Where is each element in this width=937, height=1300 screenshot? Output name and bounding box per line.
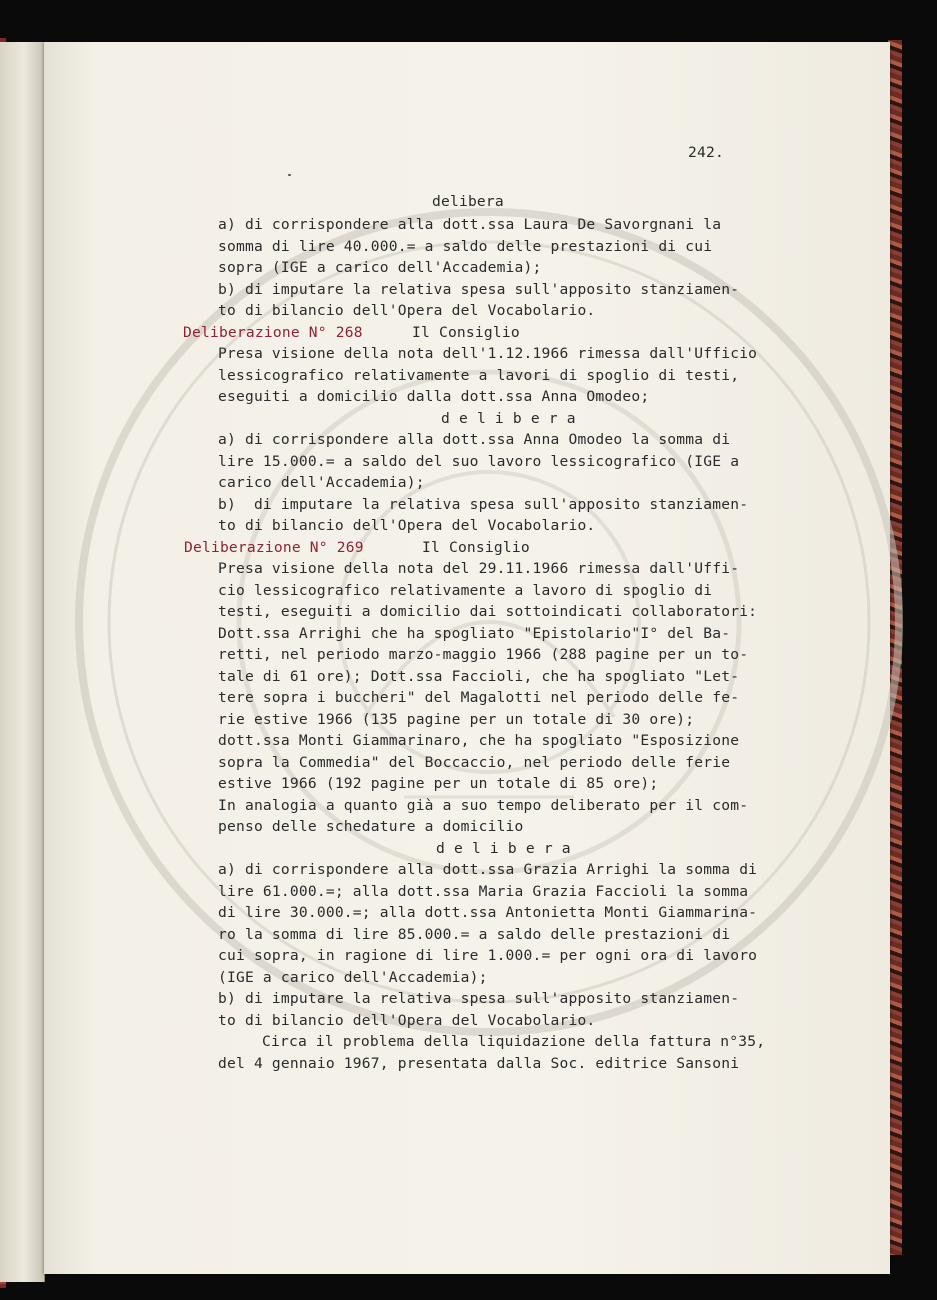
text-line: a) di corrispondere alla dott.ssa Anna Omodeo la somma di [218,431,731,448]
text-line: cui sopra, in ragione di lire 1.000.= per ogni ora di lavoro [218,947,758,964]
page-number: 242. [688,144,724,161]
heading-delibera-spaced: d e l i b e r a [441,410,576,427]
text-line: testi, eseguiti a domicilio dai sottoindicati collaboratori: [218,603,758,620]
text-line: b) di imputare la relativa spesa sull'apposito stanziamen- [218,496,749,513]
text-line: to di bilancio dell'Opera del Vocabolario. [218,302,596,319]
deliberation-268-label: Deliberazione N° 268 [183,324,363,341]
text-line: sopra (IGE a carico dell'Accademia); [218,259,542,276]
text-line: b) di imputare la relativa spesa sull'apposito stanziamen- [218,990,740,1007]
text-line: tere sopra i buccheri" del Magalotti nel periodo delle fe- [218,689,740,706]
text-line: Circa il problema della liquidazione della fattura n°35, [262,1033,766,1050]
text-line: somma di lire 40.000.= a saldo delle prestazioni di cui [218,238,713,255]
book-right-edge [888,40,902,1255]
text-line: a) di corrispondere alla dott.ssa Grazia Arrighi la somma di [218,861,758,878]
text-line: a) di corrispondere alla dott.ssa Laura De Savorgnani la [218,216,722,233]
text-line: tale di 61 ore); Dott.ssa Faccioli, che ha spogliato "Let- [218,668,740,685]
text-line: carico dell'Accademia); [218,474,425,491]
heading-delibera-spaced: d e l i b e r a [436,840,571,857]
text-line: estive 1966 (192 pagine per un totale di 85 ore); [218,775,659,792]
heading-il-consiglio: Il Consiglio [412,324,520,341]
text-line: to di bilancio dell'Opera del Vocabolario. [218,517,596,534]
heading-il-consiglio: Il Consiglio [422,539,530,556]
text-line: Presa visione della nota del 29.11.1966 rimessa dall'Uffi- [218,560,740,577]
text-line: Presa visione della nota dell'1.12.1966 rimessa dall'Ufficio [218,345,758,362]
text-line: to di bilancio dell'Opera del Vocabolario. [218,1012,596,1029]
text-line: lire 61.000.=; alla dott.ssa Maria Grazia Faccioli la somma [218,883,749,900]
text-line: b) di imputare la relativa spesa sull'apposito stanziamen- [218,281,740,298]
text-line: del 4 gennaio 1967, presentata dalla Soc. editrice Sansoni [218,1055,740,1072]
text-line: di lire 30.000.=; alla dott.ssa Antonietta Monti Giammarina- [218,904,758,921]
text-line: Dott.ssa Arrighi che ha spogliato "Epistolario"I° del Ba- [218,625,731,642]
text-line: rie estive 1966 (135 pagine per un totale di 30 ore); [218,711,695,728]
heading-delibera: delibera [432,193,504,210]
text-line: dott.ssa Monti Giammarinaro, che ha spogliato "Esposizione [218,732,740,749]
deliberation-269-label: Deliberazione N° 269 [184,539,364,556]
text-line: cio lessicografico relativamente a lavoro di spoglio di [218,582,713,599]
text-line: (IGE a carico dell'Accademia); [218,969,488,986]
text-line: lessicografico relativamente a lavori di spoglio di testi, [218,367,740,384]
text-line: sopra la Commedia" del Boccaccio, nel periodo delle ferie [218,754,731,771]
text-line: penso delle schedature a domicilio [218,818,524,835]
text-line: ro la somma di lire 85.000.= a saldo delle prestazioni di [218,926,731,943]
text-line: lire 15.000.= a saldo del suo lavoro lessicografico (IGE a [218,453,740,470]
text-line: eseguiti a domicilio dalla dott.ssa Anna Omodeo; [218,388,650,405]
ink-speck [288,174,291,176]
left-page-edge [0,42,45,1282]
text-line: retti, nel periodo marzo-maggio 1966 (288 pagine per un to- [218,646,749,663]
text-line: In analogia a quanto già a suo tempo deliberato per il com- [218,797,749,814]
